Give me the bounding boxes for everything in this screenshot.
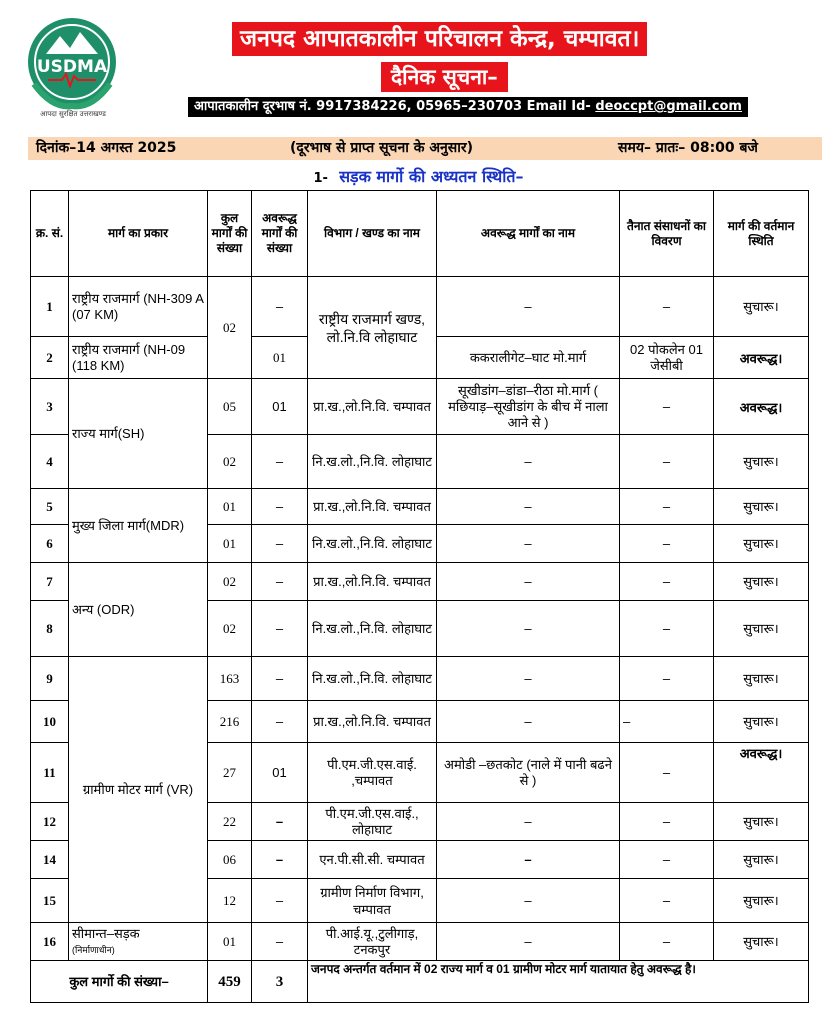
contact-bar <box>188 97 748 117</box>
col-header-sn: क्र. सं. <box>31 191 69 277</box>
cell-dept: नि.ख.लो.,नि.वि. लोहाघाट <box>308 525 437 563</box>
cell-total: 27 <box>208 743 252 803</box>
header-row <box>31 191 809 277</box>
col-header-total: कुल मार्गों की संख्या <box>208 191 252 277</box>
total-note: जनपद अन्तर्गत वर्तमान में 02 राज्य मार्ग व 01 ग्रामीण मोटर मार्ग यातायात हेतु अवरूद्ध है। <box>308 961 809 1003</box>
cell-total: 163 <box>208 657 252 701</box>
cell-dept: प्रा.ख.,लो.नि.वि. चम्पावत <box>308 379 437 435</box>
logo-tagline: आपदा सुरक्षित उत्तराखण्ड <box>40 110 106 118</box>
cell-type: राष्ट्रीय राजमार्ग (NH-09 (118 KM) <box>69 337 208 379</box>
cell-status: अवरूद्ध। <box>714 743 809 803</box>
section-number: 1- <box>313 171 328 186</box>
table-row <box>31 379 809 435</box>
col-header-type: मार्ग का प्रकार <box>69 191 208 277</box>
road-status-table <box>30 190 809 1003</box>
section-heading: सड़क मार्गो की अध्यतन स्थिति– <box>339 167 524 186</box>
cell-type: मुख्य जिला मार्ग(MDR) <box>69 489 208 563</box>
cell-blocked: – <box>252 923 308 961</box>
cell-resources: – <box>620 701 714 743</box>
col-header-status: मार्ग की वर्तमान स्थिति <box>714 191 809 277</box>
cell-blocked: – <box>252 563 308 601</box>
cell-total: 216 <box>208 701 252 743</box>
cell-status: सुचारू। <box>714 879 809 923</box>
total-blocked: 3 <box>252 961 308 1003</box>
cell-resources: – <box>620 657 714 701</box>
cell-type: राष्ट्रीय राजमार्ग (NH-309 A (07 KM) <box>69 277 208 337</box>
email-link[interactable]: deoccpt@gmail.com <box>595 99 742 114</box>
cell-blocked: – <box>252 657 308 701</box>
table-row <box>31 923 809 961</box>
cell-blocked: – <box>252 841 308 879</box>
cell-status: सुचारू। <box>714 657 809 701</box>
cell-status: सुचारू। <box>714 803 809 841</box>
cell-type: ग्रामीण मोटर मार्ग (VR) <box>69 657 208 923</box>
cell-status: सुचारू। <box>714 489 809 525</box>
page-title: जनपद आपातकालीन परिचालन केन्द्र, चम्पावत। <box>232 22 647 56</box>
logo-text: USDMA <box>36 57 108 77</box>
cell-dept: प्रा.ख.,लो.नि.वि. चम्पावत <box>308 701 437 743</box>
cell-resources: – <box>620 601 714 657</box>
cell-sn: 15 <box>31 879 69 923</box>
cell-dept: ग्रामीण निर्माण विभाग, चम्पावत <box>308 879 437 923</box>
cell-road: – <box>437 489 620 525</box>
cell-status: अवरूद्ध। <box>714 337 809 379</box>
cell-sn: 10 <box>31 701 69 743</box>
cell-status: सुचारू। <box>714 841 809 879</box>
cell-blocked: 01 <box>252 337 308 379</box>
table-row <box>31 657 809 701</box>
cell-road: – <box>437 923 620 961</box>
cell-road: – <box>437 601 620 657</box>
cell-sn: 1 <box>31 277 69 337</box>
cell-resources: – <box>620 525 714 563</box>
cell-road: – <box>437 563 620 601</box>
cell-blocked: – <box>252 803 308 841</box>
cell-dept: पी.एम.जी.एस.वाई., लोहाघाट <box>308 803 437 841</box>
usdma-logo <box>22 14 122 114</box>
cell-resources: 02 पोकलेन 01 जेसीबी <box>620 337 714 379</box>
cell-road: – <box>437 435 620 489</box>
cell-status: सुचारू। <box>714 923 809 961</box>
cell-blocked: 01 <box>252 379 308 435</box>
cell-sn: 14 <box>31 841 69 879</box>
report-date: दिनांक–14 अगस्त 2025 <box>36 140 177 156</box>
cell-status: सुचारू। <box>714 563 809 601</box>
cell-total: 02 <box>208 563 252 601</box>
table-row <box>31 563 809 601</box>
cell-road: – <box>437 803 620 841</box>
cell-sn: 11 <box>31 743 69 803</box>
cell-type <box>69 923 208 961</box>
report-time: समय– प्रातः– 08:00 बजे <box>618 140 758 156</box>
col-header-resources: तैनात संसाधनों का विवरण <box>620 191 714 277</box>
cell-total: 22 <box>208 803 252 841</box>
cell-blocked: – <box>252 435 308 489</box>
col-header-dept: विभाग / खण्ड का नाम <box>308 191 437 277</box>
cell-total: 02 <box>208 601 252 657</box>
cell-sn: 4 <box>31 435 69 489</box>
cell-dept: एन.पी.सी.सी. चम्पावत <box>308 841 437 879</box>
cell-road: ककरालीगेट–घाट मो.मार्ग <box>437 337 620 379</box>
cell-resources: – <box>620 435 714 489</box>
cell-road: अमोडी –छतकोट (नाले में पानी बढने से ) <box>437 743 620 803</box>
cell-sn: 12 <box>31 803 69 841</box>
cell-dept: पी.एम.जी.एस.वाई. ,चम्पावत <box>308 743 437 803</box>
cell-status: सुचारू। <box>714 525 809 563</box>
cell-road: – <box>437 657 620 701</box>
cell-blocked: – <box>252 277 308 337</box>
table-row <box>31 489 809 525</box>
cell-resources: – <box>620 743 714 803</box>
cell-road: – <box>437 841 620 879</box>
cell-resources: – <box>620 841 714 879</box>
cell-resources: – <box>620 879 714 923</box>
cell-dept: नि.ख.लो.,नि.वि. लोहाघाट <box>308 435 437 489</box>
cell-road: – <box>437 277 620 337</box>
cell-blocked: – <box>252 701 308 743</box>
table-row <box>31 277 809 337</box>
cell-blocked: – <box>252 879 308 923</box>
cell-sn: 8 <box>31 601 69 657</box>
cell-total: 01 <box>208 489 252 525</box>
cell-road: – <box>437 879 620 923</box>
cell-blocked: – <box>252 525 308 563</box>
cell-resources: – <box>620 923 714 961</box>
cell-road: सूखीडांग–डांडा–रीठा मो.मार्ग ( मछियाड़–सूखीडांग के बीच में नाला आने से ) <box>437 379 620 435</box>
cell-total: 02 <box>208 277 252 379</box>
cell-total: 01 <box>208 525 252 563</box>
cell-status: सुचारू। <box>714 701 809 743</box>
cell-road: – <box>437 701 620 743</box>
cell-blocked: 01 <box>252 743 308 803</box>
cell-sn: 6 <box>31 525 69 563</box>
cell-resources: – <box>620 489 714 525</box>
date-band <box>28 137 822 160</box>
cell-road: – <box>437 525 620 563</box>
cell-total: 01 <box>208 923 252 961</box>
cell-dept: राष्ट्रीय राजमार्ग खण्ड, लो.नि.वि लोहाघाट <box>308 277 437 379</box>
total-count: 459 <box>208 961 252 1003</box>
cell-dept: नि.ख.लो.,नि.वि. लोहाघाट <box>308 657 437 701</box>
cell-type: अन्य (ODR) <box>69 563 208 657</box>
border-road-note: (निर्माणाधीन) <box>72 944 115 955</box>
contact-prefix: आपातकालीन दूरभाष नं. 9917384226, 05965–230703 Email Id- <box>194 99 591 114</box>
col-header-blocked: अवरूद्ध मार्गों की संख्या <box>252 191 308 277</box>
page-subtitle: दैनिक सूचना– <box>381 62 508 92</box>
col-header-road-names: अवरूद्ध मार्गों का नाम <box>437 191 620 277</box>
border-road-label: सीमान्त–सड़क <box>72 925 140 941</box>
cell-total: 06 <box>208 841 252 879</box>
cell-sn: 2 <box>31 337 69 379</box>
cell-dept: पी.आई.यू.,टुलीगाड़, टनकपुर <box>308 923 437 961</box>
section-title <box>0 165 837 187</box>
cell-resources: – <box>620 803 714 841</box>
cell-dept: प्रा.ख.,लो.नि.वि. चम्पावत <box>308 563 437 601</box>
cell-sn: 3 <box>31 379 69 435</box>
cell-status: सुचारू। <box>714 277 809 337</box>
cell-status: सुचारू। <box>714 435 809 489</box>
cell-resources: – <box>620 379 714 435</box>
cell-resources: – <box>620 277 714 337</box>
cell-sn: 16 <box>31 923 69 961</box>
total-label: कुल मार्गो की संख्या– <box>31 961 208 1003</box>
cell-status: अवरूद्ध। <box>714 379 809 435</box>
cell-status: सुचारू। <box>714 601 809 657</box>
cell-dept: प्रा.ख.,लो.नि.वि. चम्पावत <box>308 489 437 525</box>
cell-sn: 9 <box>31 657 69 701</box>
cell-sn: 7 <box>31 563 69 601</box>
cell-total: 12 <box>208 879 252 923</box>
cell-sn: 5 <box>31 489 69 525</box>
cell-total: 05 <box>208 379 252 435</box>
info-source: (दूरभाष से प्राप्त सूचना के अनुसार) <box>290 140 474 156</box>
cell-blocked: – <box>252 601 308 657</box>
cell-blocked: – <box>252 489 308 525</box>
cell-type: राज्य मार्ग(SH) <box>69 379 208 489</box>
cell-dept: नि.ख.लो.,नि.वि. लोहाघाट <box>308 601 437 657</box>
total-row <box>31 961 809 1003</box>
cell-resources: – <box>620 563 714 601</box>
cell-total: 02 <box>208 435 252 489</box>
